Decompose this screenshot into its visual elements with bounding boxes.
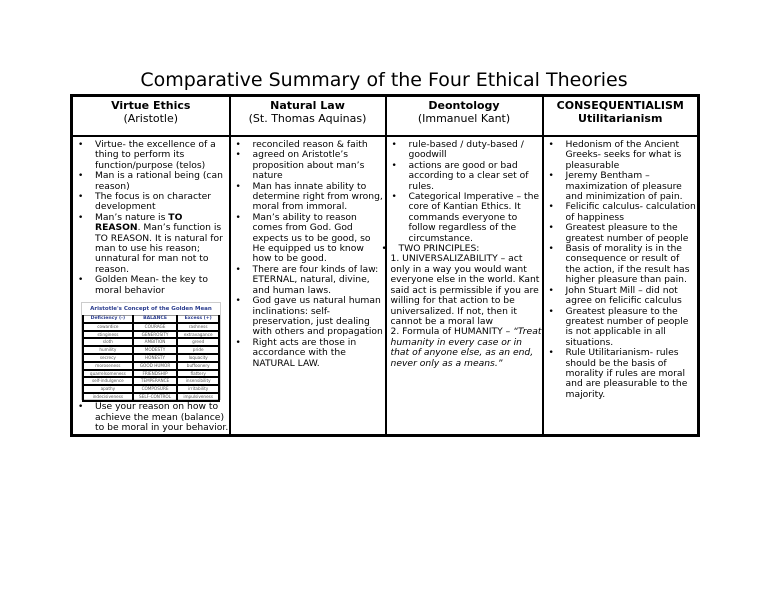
golden-mean-cell: SELF-CONTROL	[133, 393, 178, 401]
golden-mean-cell: COURAGE	[133, 323, 178, 331]
golden-mean-row	[83, 385, 219, 393]
principle-humanity	[387, 327, 542, 369]
list-item: • Golden Mean- the key to moral behavior	[95, 275, 229, 296]
column-subheading: (Aristotle)	[123, 112, 179, 125]
header-row	[72, 96, 699, 137]
golden-mean-header: BALANCE	[133, 316, 178, 323]
golden-mean-cell: GOOD HUMOR	[133, 362, 178, 370]
header-deontology	[386, 96, 543, 137]
deontology-list	[387, 140, 542, 254]
list-item: • TWO PRINCIPLES:	[399, 244, 542, 254]
golden-mean-cell: irritability	[177, 385, 219, 393]
column-heading: CONSEQUENTIALISM	[556, 99, 684, 112]
natural-law-cell	[230, 136, 386, 436]
golden-mean-title: Aristotle's Concept of the Golden Mean	[90, 306, 212, 313]
list-item: • Greatest pleasure to the greatest number of people	[566, 223, 698, 244]
golden-mean-cell: COMPOSURE	[133, 385, 178, 393]
column-heading: Virtue Ethics	[111, 99, 191, 112]
golden-mean-cell: HONESTY	[133, 354, 178, 362]
list-item	[95, 213, 229, 275]
golden-mean-cell: FRIENDSHIP	[133, 370, 178, 378]
golden-mean-row	[83, 370, 219, 378]
page-title: Comparative Summary of the Four Ethical Theories	[140, 69, 628, 91]
golden-mean-row	[83, 393, 219, 401]
list-item: • Basis of morality is in the consequence or result of the action, if the result has higher pleasure than pain.	[566, 244, 698, 286]
text-run: 2. Formula of HUMANITY –	[390, 326, 514, 338]
golden-mean-header-row	[83, 316, 219, 323]
list-item: • Virtue- the excellence of a thing to perform its function/purpose (telos)	[95, 140, 229, 171]
list-item: • Rule Utilitarianism- rules should be the basis of morality if rules are moral and are pleasurable to the majority.	[566, 348, 698, 400]
golden-mean-cell: quarrelsomeness	[83, 370, 133, 378]
bold-text: TO REASON	[95, 211, 183, 234]
principle-universalizability: 1. UNIVERSALIZABILITY – act only in a way you would want everyone else in the world. Kant said act is permissible if you are willing for that action to be universalized. If not, then it cannot be a moral law	[390, 253, 540, 327]
column-subheading: (Immanuel Kant)	[417, 112, 511, 125]
golden-mean-header: Excess (+)	[177, 316, 219, 323]
golden-mean-cell: insensibility	[177, 377, 219, 385]
list-item: • There are four kinds of law: ETERNAL, natural, divine, and human laws.	[253, 265, 385, 296]
column-heading: Natural Law	[270, 99, 345, 112]
golden-mean-row	[83, 346, 219, 354]
list-item: • Man is a rational being (can reason)	[95, 171, 229, 192]
golden-mean-cell: moroseness	[83, 362, 133, 370]
golden-mean-cell: buffoonery	[177, 362, 219, 370]
golden-mean-body	[83, 323, 219, 401]
list-item: • God gave us natural human inclinations: self-preservation, just dealing with others and propagation	[253, 296, 385, 338]
column-subheading: Utilitarianism	[578, 112, 663, 125]
golden-mean-row	[83, 338, 219, 346]
golden-mean-cell: cowardice	[83, 323, 133, 331]
golden-mean-row	[83, 323, 219, 331]
golden-mean-cell: greed	[177, 338, 219, 346]
content-row	[72, 136, 699, 436]
golden-mean-cell: secrecy	[83, 354, 133, 362]
golden-mean-image	[81, 302, 221, 400]
golden-mean-cell: pride	[177, 346, 219, 354]
golden-mean-cell: humility	[83, 346, 133, 354]
golden-mean-row	[83, 362, 219, 370]
golden-mean-cell: TEMPERANCE	[133, 377, 178, 385]
deontology-cell	[386, 136, 543, 436]
list-item: • Jeremy Bentham – maximization of pleasure and minimization of pain.	[566, 171, 698, 202]
golden-mean-row	[83, 331, 219, 339]
list-item: • Use your reason on how to achieve the mean (balance) to be moral in your behavior.	[95, 402, 229, 433]
consequentialism-cell	[543, 136, 699, 436]
virtue-ethics-cell	[72, 136, 230, 436]
list-item: • reconciled reason & faith	[253, 140, 385, 150]
golden-mean-cell: self-indulgence	[83, 377, 133, 385]
virtue-ethics-list-2	[73, 402, 229, 433]
golden-mean-cell: flattery	[177, 370, 219, 378]
text-run: Man’s nature is	[95, 211, 169, 223]
golden-mean-row	[83, 354, 219, 362]
list-item: • John Stuart Mill – did not agree on felicific calculus	[566, 286, 698, 307]
golden-mean-cell: apathy	[83, 385, 133, 393]
list-item: • The focus is on character development	[95, 192, 229, 213]
column-heading: Deontology	[428, 99, 500, 112]
list-item: • Man’s ability to reason comes from God. God expects us to be good, so He equipped us to know how to be good.	[253, 213, 385, 265]
text-run: . Man’s function is TO REASON. It is natural for man to use his reason; unnatural for man not to reason.	[95, 222, 223, 275]
list-item: • rule-based / duty-based / goodwill	[409, 140, 542, 161]
golden-mean-cell: sloth	[83, 338, 133, 346]
list-item: • Right acts are those in accordance with the NATURAL LAW.	[253, 338, 385, 369]
golden-mean-header: Deficiency (-)	[83, 316, 133, 323]
golden-mean-row	[83, 377, 219, 385]
golden-mean-cell: rashness	[177, 323, 219, 331]
summary-table	[70, 94, 700, 437]
list-item: • Felicific calculus- calculation of happiness	[566, 202, 698, 223]
header-natural-law	[230, 96, 386, 137]
golden-mean-cell: extravagance	[177, 331, 219, 339]
golden-mean-table	[82, 315, 220, 402]
virtue-ethics-list	[73, 140, 229, 296]
italic-quote: “Treat humanity in every case or in that of anyone else, as an end, never only as a means.”	[390, 326, 542, 369]
list-item: • Man has innate ability to determine right from wrong, moral from immoral.	[253, 182, 385, 213]
golden-mean-cell: GENEROSITY	[133, 331, 178, 339]
list-item: • Categorical Imperative – the core of Kantian Ethics. It commands everyone to follow regardless of the circumstance.	[409, 192, 542, 244]
golden-mean-cell: impulsiveness	[177, 393, 219, 401]
list-item: • Greatest pleasure to the greatest number of people is not applicable in all situations.	[566, 307, 698, 349]
golden-mean-cell: indecisiveness	[83, 393, 133, 401]
golden-mean-cell: AMBITION	[133, 338, 178, 346]
column-subheading: (St. Thomas Aquinas)	[248, 112, 367, 125]
header-consequentialism	[543, 96, 699, 137]
golden-mean-cell: loquacity	[177, 354, 219, 362]
golden-mean-cell: stinginess	[83, 331, 133, 339]
list-item: • Hedonism of the Ancient Greeks- seeks for what is pleasurable	[566, 140, 698, 171]
list-item: • actions are good or bad according to a clear set of rules.	[409, 161, 542, 192]
list-item: • agreed on Aristotle’s proposition about man’s nature	[253, 150, 385, 181]
golden-mean-cell: MODESTY	[133, 346, 178, 354]
consequentialism-list	[544, 140, 698, 400]
header-virtue-ethics	[72, 96, 230, 137]
natural-law-list	[231, 140, 385, 369]
